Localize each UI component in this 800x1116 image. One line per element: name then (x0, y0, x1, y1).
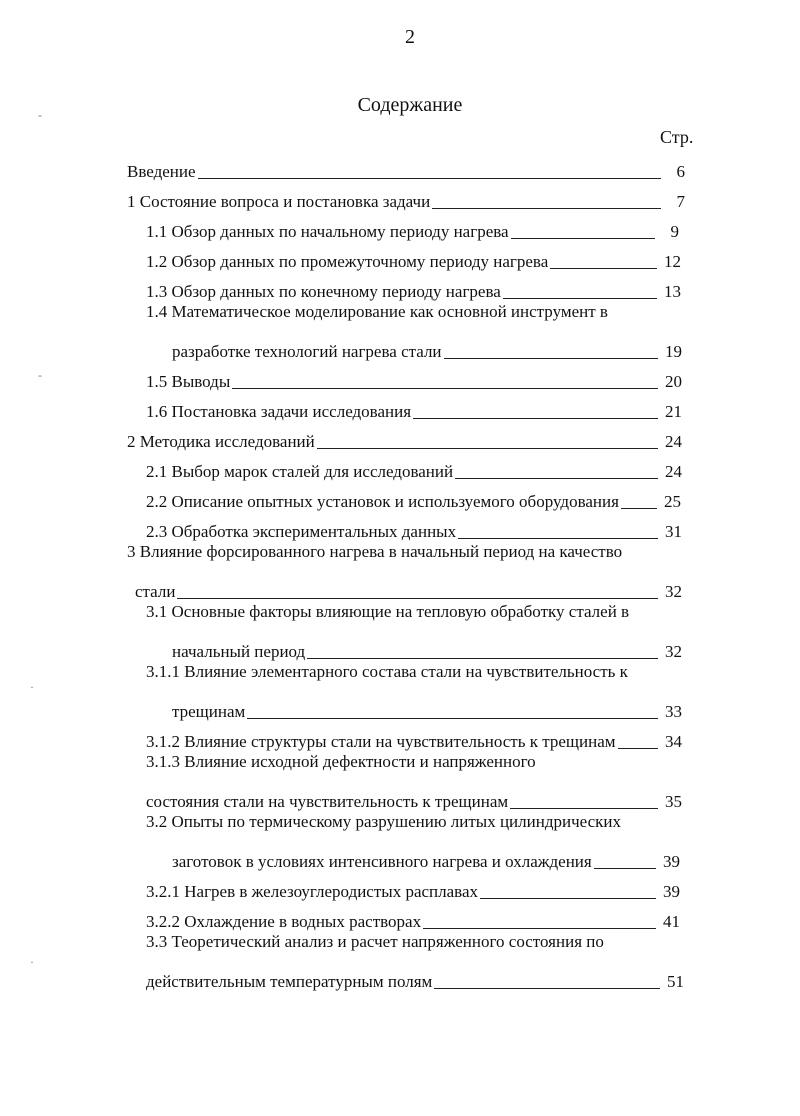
toc-leader (247, 718, 658, 719)
toc-entry-page: 39 (663, 882, 680, 901)
toc-entry (146, 662, 686, 692)
page-title: Содержание (357, 94, 463, 116)
toc-entry-text: 3.1 Основные факторы влияющие на тепловую обработку сталей в (146, 602, 630, 621)
toc-entry (146, 902, 680, 932)
pages-column-label: Стр. (660, 127, 694, 147)
toc-entry-page: 24 (665, 432, 682, 451)
toc-leader (434, 988, 660, 989)
toc-entry-text: 3.2 Опыты по термическому разрушению литых цилиндрических (146, 812, 622, 831)
toc-entry (146, 752, 686, 782)
toc-entry-text: 1.6 Постановка задачи исследования (146, 402, 412, 421)
toc-entry-page: 31 (665, 522, 682, 541)
toc-leader (423, 928, 656, 929)
toc-entry-text: Введение (127, 162, 196, 181)
toc-entry-text: 3 Влияние форсированного нагрева в начальный период на качество (127, 542, 623, 561)
toc-entry-page: 19 (665, 342, 682, 361)
toc-entry (146, 962, 684, 992)
toc-leader (177, 598, 658, 599)
toc-leader (232, 388, 658, 389)
toc-leader (510, 808, 658, 809)
toc-leader (307, 658, 658, 659)
toc-entry-text: 3.2.2 Охлаждение в водных растворах (146, 912, 422, 931)
toc-entry-text: 2 Методика исследований (127, 432, 315, 451)
toc-entry-page: 51 (667, 972, 684, 991)
toc-entry (146, 302, 681, 332)
toc-entry-page: 7 (676, 192, 685, 211)
toc-entry (146, 932, 686, 962)
page-number: 2 (405, 26, 415, 48)
toc-entry (172, 692, 682, 722)
toc-entry-page: 9 (670, 222, 679, 241)
toc-entry-text: 1.3 Обзор данных по конечному периоду нагрева (146, 282, 501, 301)
toc-entry (146, 872, 680, 902)
toc-entry (172, 332, 682, 362)
toc-entry (146, 722, 682, 752)
toc-leader (550, 268, 657, 269)
toc-entry-page: 32 (665, 642, 682, 661)
toc-entry (146, 362, 682, 392)
toc-entry-page: 12 (664, 252, 681, 271)
toc-entry-text: 3.1.2 Влияние структуры стали на чувствительность к трещинам (146, 732, 616, 751)
scan-speck: - (38, 368, 42, 382)
toc-entry-text: разработке технологий нагрева стали (172, 342, 442, 361)
toc-entry (127, 422, 682, 452)
toc-entry (146, 782, 682, 812)
toc-entry-page: 21 (665, 402, 682, 421)
toc-entry (172, 632, 682, 662)
toc-entry-page: 35 (665, 792, 682, 811)
toc-entry-text: 2.2 Описание опытных установок и используемого оборудования (146, 492, 619, 511)
toc-entry-text: 1.2 Обзор данных по промежуточному периоду нагрева (146, 252, 549, 271)
toc-leader (413, 418, 658, 419)
toc-entry (146, 272, 681, 302)
toc-entry (146, 602, 686, 632)
scan-speck: · (30, 955, 34, 969)
toc-entry-text: 2.3 Обработка экспериментальных данных (146, 522, 457, 541)
toc-entry-text: 1.4 Математическое моделирование как основной инструмент в (146, 302, 608, 321)
toc-entry-text: стали (135, 582, 176, 601)
toc-leader (621, 508, 657, 509)
toc-entry (146, 242, 681, 272)
toc-entry (146, 812, 686, 842)
scan-speck: · (30, 680, 34, 694)
toc-entry (146, 392, 682, 422)
toc-entry-text: начальный период (172, 642, 306, 661)
toc-entry-text: трещинам (172, 702, 246, 721)
toc-entry-page: 39 (663, 852, 680, 871)
toc-entry-page: 41 (663, 912, 680, 931)
toc-leader (503, 298, 657, 299)
toc-leader (317, 448, 658, 449)
toc-entry (127, 182, 685, 212)
toc-entry (146, 212, 679, 242)
toc-entry (146, 512, 682, 542)
toc-entry-page: 6 (676, 162, 685, 181)
toc-entry-page: 13 (664, 282, 681, 301)
toc-entry-page: 32 (665, 582, 682, 601)
toc-leader (480, 898, 656, 899)
toc-entry-text: 1.1 Обзор данных по начальному периоду нагрева (146, 222, 509, 241)
toc-entry-text: 3.2.1 Нагрев в железоуглеродистых расплавах (146, 882, 479, 901)
toc-entry-text: действительным температурным полям (146, 972, 433, 991)
toc-entry-text: 3.1.1 Влияние элементарного состава стали на чувствительность к (146, 662, 628, 681)
toc-leader (432, 208, 661, 209)
toc-entry-text: 3.3 Теоретический анализ и расчет напряженного состояния по (146, 932, 604, 951)
toc-entry (135, 572, 682, 602)
toc-entry-page: 25 (664, 492, 681, 511)
toc-leader (455, 478, 658, 479)
scan-speck: - (38, 108, 42, 122)
toc-entry-text: заготовок в условиях интенсивного нагрева и охлаждения (172, 852, 592, 871)
toc-entry (127, 152, 685, 182)
toc-entry-page: 20 (665, 372, 682, 391)
toc-entry-page: 34 (665, 732, 682, 751)
toc-leader (198, 178, 661, 179)
toc-entry (146, 452, 682, 482)
toc-entry-text: 3.1.3 Влияние исходной дефектности и напряженного (146, 752, 536, 771)
toc-entry-text: 1 Состояние вопроса и постановка задачи (127, 192, 431, 211)
toc-entry-text: 1.5 Выводы (146, 372, 231, 391)
toc-leader (618, 748, 658, 749)
toc-entry-text: состояния стали на чувствительность к трещинам (146, 792, 509, 811)
toc-entry (172, 842, 680, 872)
toc-entry-page: 24 (665, 462, 682, 481)
toc-leader (444, 358, 658, 359)
toc-entry-page: 33 (665, 702, 682, 721)
toc-leader (458, 538, 658, 539)
toc-leader (511, 238, 655, 239)
toc-leader (594, 868, 656, 869)
toc-entry (146, 482, 681, 512)
toc-entry (127, 542, 687, 572)
toc-entry-text: 2.1 Выбор марок сталей для исследований (146, 462, 454, 481)
